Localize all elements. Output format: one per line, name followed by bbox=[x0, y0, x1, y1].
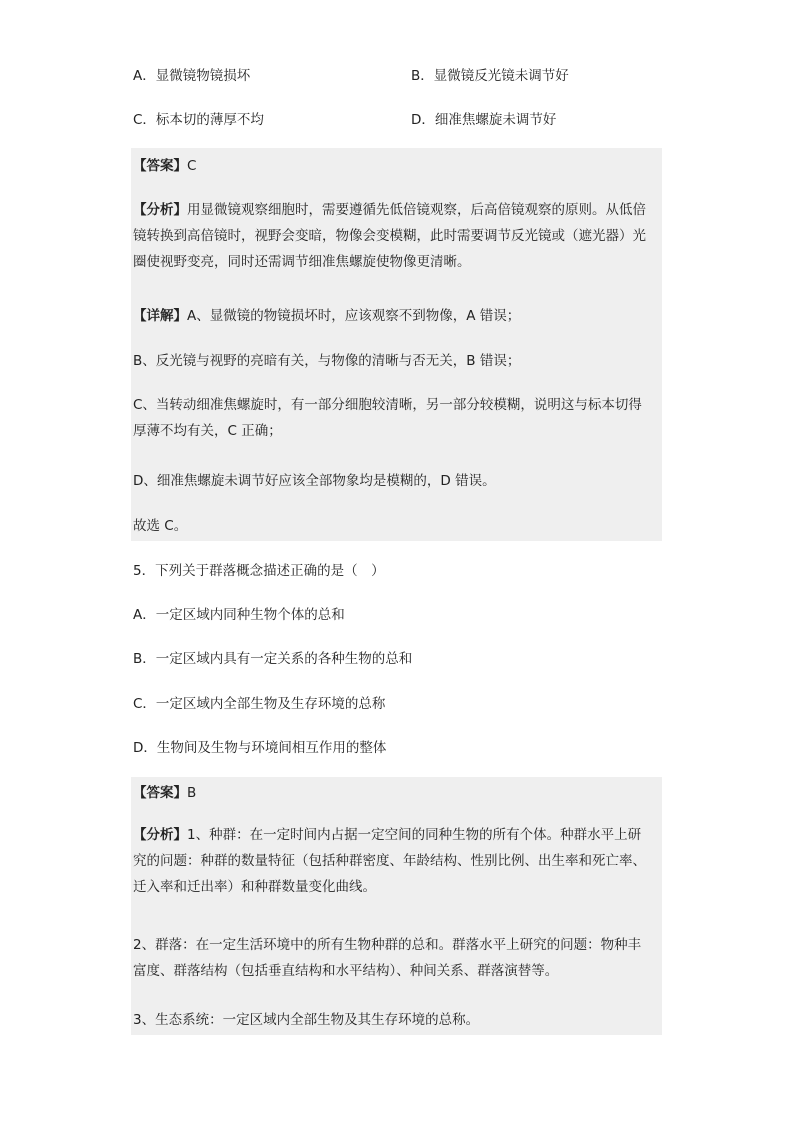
analysis-line: 究的问题：种群的数量特征（包括种群密度、年龄结构、性别比例、出生率和死亡率、 bbox=[133, 853, 646, 869]
q5-answer bbox=[133, 783, 196, 803]
analysis-tag: 【分析】 bbox=[133, 202, 187, 218]
analysis-line: 用显微镜观察细胞时，需要遵循先低倍镜观察，后高倍镜观察的原则。从低倍 bbox=[187, 202, 646, 218]
detail-tag: 【详解】 bbox=[133, 308, 187, 324]
q4-analysis bbox=[133, 197, 663, 275]
q4-option-b: B．显微镜反光镜未调节好 bbox=[411, 68, 569, 84]
q4-detail-b: B、反光镜与视野的亮暗有关，与物像的清晰与否无关，B 错误； bbox=[133, 353, 521, 369]
q4-detail bbox=[133, 306, 520, 326]
analysis-tag: 【分析】 bbox=[133, 827, 187, 843]
q4-option-d: D．细准焦螺旋未调节好 bbox=[411, 112, 557, 128]
answer-tag: 【答案】 bbox=[133, 158, 187, 174]
q5-option-d: D．生物间及生物与环境间相互作用的整体 bbox=[133, 740, 387, 756]
analysis-line: 镜转换到高倍镜时，视野会变暗，物像会变模糊，此时需要调节反光镜或（遮光器）光 bbox=[133, 228, 646, 244]
q4-answer bbox=[133, 156, 196, 176]
analysis-line: 圈使视野变亮，同时还需调节细准焦螺旋使物像更清晰。 bbox=[133, 254, 471, 270]
q5-stem: 5．下列关于群落概念描述正确的是（ ） bbox=[133, 563, 385, 579]
q4-option-c: C．标本切的薄厚不均 bbox=[133, 112, 264, 128]
detail-line: C、当转动细准焦螺旋时，有一部分细胞较清晰，另一部分较模糊，说明这与标本切得 bbox=[133, 397, 642, 413]
answer-value: B bbox=[187, 785, 197, 801]
q4-detail-c bbox=[133, 392, 663, 444]
detail-line-a: A、显微镜的物镜损坏时，应该观察不到物像，A 错误； bbox=[187, 308, 521, 324]
answer-tag: 【答案】 bbox=[133, 785, 187, 801]
analysis-line: 富度、群落结构（包括垂直结构和水平结构）、种间关系、群落演替等。 bbox=[133, 963, 559, 979]
q5-option-b: B．一定区域内具有一定关系的各种生物的总和 bbox=[133, 651, 413, 667]
q4-option-a: A．显微镜物镜损坏 bbox=[133, 68, 251, 84]
q5-option-a: A．一定区域内同种生物个体的总和 bbox=[133, 607, 345, 623]
analysis-line: 迁入率和迁出率）和种群数量变化曲线。 bbox=[133, 879, 376, 895]
answer-block-q5 bbox=[131, 777, 662, 1035]
analysis-line: 2、群落：在一定生活环境中的所有生物种群的总和。群落水平上研究的问题：物种丰 bbox=[133, 937, 642, 953]
analysis-line: 1、种群：在一定时间内占据一定空间的同种生物的所有个体。种群水平上研 bbox=[187, 827, 642, 843]
answer-value: C bbox=[187, 158, 197, 174]
q5-analysis-3: 3、生态系统：一定区域内全部生物及其生存环境的总称。 bbox=[133, 1012, 480, 1028]
q4-conclusion: 故选 C。 bbox=[133, 518, 188, 534]
q5-analysis-1 bbox=[133, 822, 673, 900]
q5-analysis-2 bbox=[133, 932, 663, 984]
q5-option-c: C．一定区域内全部生物及生存环境的总称 bbox=[133, 696, 386, 712]
detail-line: 厚薄不均有关，C 正确； bbox=[133, 423, 282, 439]
q4-detail-d: D、细准焦螺旋未调节好应该全部物象均是模糊的，D 错误。 bbox=[133, 473, 496, 489]
